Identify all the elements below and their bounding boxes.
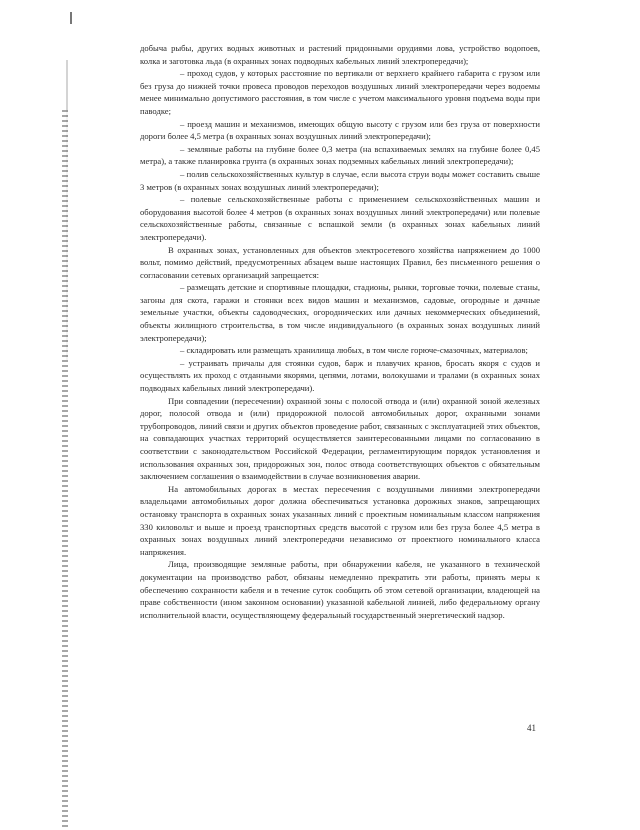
list-item-1: – проход судов, у которых расстояние по вертикали от верхнего крайнего габарита с грузом или без груза до нижней точки провеса проводов переходов воздушных линий электропередачи через водоемы менее минимально допустимого расстояния, в том числе с учетом максимального уровня подъема воды при паводке; [140,68,540,116]
list-item-4: – полив сельскохозяйственных культур в случае, если высота струи воды может составить свыше 3 метров (в охранных зонах воздушных линий электропередачи); [140,168,540,192]
scan-mark [70,12,72,24]
paragraph-4: На автомобильных дорогах в местах пересечения с воздушными линиями электропередачи владельцами автомобильных дорог должна обеспечиваться установка дорожных знаков, запрещающих остановку транспорта в охранных зонах указанных линий с проектным номинальным классом напряжения 330 киловольт и выше и проезд транспортных средств высотой с грузом или без груза более 4,5 метра в охранных зонах воздушных линий электропередачи независимо от проектного номинального класса напряжения. [140,483,540,557]
document-page [140,42,540,621]
paragraph-2: В охранных зонах, установленных для объектов электросетевого хозяйства напряжением до 1000 вольт, помимо действий, предусмотренных абзацем выше настоящих Правил, без письменного решения о согласовании сетевых организаций запрещается: [140,244,540,280]
page-number: 41 [527,723,536,733]
paragraph-5: Лица, производящие земляные работы, при обнаружении кабеля, не указанного в технической документации на производство работ, обязаны немедленно прекратить эти работы, принять меры к обеспечению сохранности кабеля и в течение суток сообщить об этом сетевой организации, владеющей на праве собственности (ином законном основании) указанной кабельной линией, либо федеральному органу исполнительной власти, осуществляющему федеральный государственный энергетический надзор. [140,559,540,620]
paragraph-1: добыча рыбы, других водных животных и растений придонными орудиями лова, устройство водопоев, колка и заготовка льда (в охранных зонах подводных кабельных линий электропередачи); [140,43,540,66]
list-item-6: – размещать детские и спортивные площадки, стадионы, рынки, торговые точки, полевые станы, загоны для скота, гаражи и стоянки всех видов машин и механизмов, садовые, огородные и дачные земельные участки, объекты садоводческих, огороднических или дачных некоммерческих объединений, объекты жилищного строительства, в том числе индивидуального (в охранных зонах воздушных линий электропередачи); [140,282,540,343]
list-item-2: – проезд машин и механизмов, имеющих общую высоту с грузом или без груза от поверхности дороги более 4,5 метра (в охранных зонах воздушных линий электропередачи); [140,118,540,142]
list-item-3: – земляные работы на глубине более 0,3 метра (на вспахиваемых землях на глубине более 0,45 метра), а также планировка грунта (в охранных зонах подземных кабельных линий электропередачи); [140,143,540,167]
list-item-5: – полевые сельскохозяйственные работы с применением сельскохозяйственных машин и оборудования высотой более 4 метров (в охранных зонах воздушных линий электропередачи) или полевые сельскохозяйственные работы, связанные с вспашкой земли (в охранных зонах кабельных линий электропередачи). [140,194,540,242]
paragraph-3: При совпадении (пересечении) охранной зоны с полосой отвода и (или) охранной зоной железных дорог, полосой отвода и (или) придорожной полосой автомобильных дорог, охранными зонами трубопроводов, линий связи и других объектов проведение работ, связанных с эксплуатацией этих объектов, на совпадающих участках территорий осуществляется заинтересованными лицами по согласованию в соответствии с законодательством Российской Федерации, регламентирующим порядок установления и использования охранных зон, придорожных зон, полос отвода соответствующих объектов с обязательным заключением соглашения о взаимодействии в случае возникновения аварии. [140,395,540,482]
binding-edge [62,110,68,830]
list-item-7: – складировать или размещать хранилища любых, в том числе горюче-смазочных, материалов; [180,345,528,356]
list-item-8: – устраивать причалы для стоянки судов, барж и плавучих кранов, бросать якоря с судов и осуществлять их проход с отданными якорями, цепями, лотами, волокушами и тралами (в охранных зонах подводных кабельных линий электропередачи). [140,357,540,394]
